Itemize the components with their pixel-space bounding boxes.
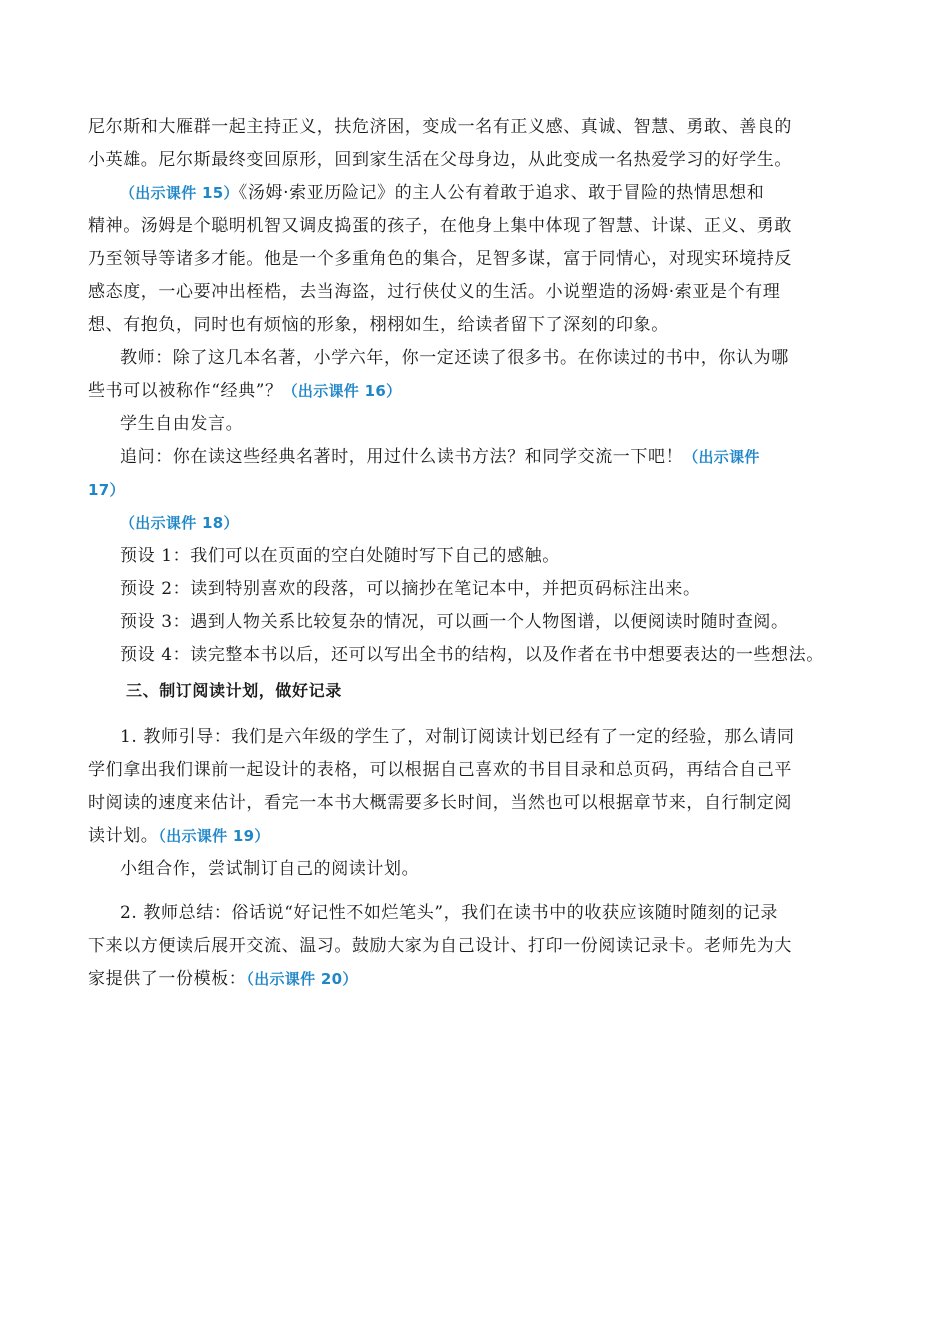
section-heading-text: 三、制订阅读计划，做好记录 (126, 681, 342, 700)
body-text: 追问：你在读这些经典名著时，用过什么读书方法？和同学交流一下吧！ (120, 447, 684, 467)
paragraph-line (88, 929, 863, 963)
body-text: 些书可以被称作“经典”？ (88, 381, 283, 401)
courseware-reference: （出示课件 (683, 448, 760, 466)
paragraph-line (88, 374, 863, 408)
preset-item (120, 539, 863, 573)
paragraph-line (120, 440, 863, 474)
preset-item (120, 572, 863, 606)
courseware-reference: （出示课件 15） (120, 184, 239, 202)
courseware-reference: 17） (88, 481, 125, 499)
preset-item (120, 638, 863, 672)
paragraph-line (120, 407, 863, 441)
paragraph-line (88, 308, 863, 342)
body-text: 精神。汤姆是个聪明机智又调皮捣蛋的孩子，在他身上集中体现了智慧、计谋、正义、勇敢 (88, 216, 792, 236)
body-text: 预设 3：遇到人物关系比较复杂的情况，可以画一个人物图谱，以便阅读时随时查阅。 (120, 612, 789, 632)
body-text: 预设 1：我们可以在页面的空白处随时写下自己的感触。 (120, 546, 560, 566)
paragraph-line (88, 473, 863, 507)
paragraph-line (88, 209, 863, 243)
paragraph-line (120, 720, 863, 754)
body-text: 想、有抱负，同时也有烦恼的形象，栩栩如生，给读者留下了深刻的印象。 (88, 315, 669, 335)
paragraph-line (88, 275, 863, 309)
body-text: 小英雄。尼尔斯最终变回原形，回到家生活在父母身边，从此变成一名热爱学习的好学生。 (88, 150, 792, 170)
paragraph-line (88, 786, 863, 820)
courseware-reference: （出示课件 16） (282, 382, 402, 400)
paragraph-line (120, 852, 863, 886)
body-text: 小组合作，尝试制订自己的阅读计划。 (120, 859, 420, 879)
paragraph-line (88, 753, 863, 787)
body-text: 预设 2：读到特别喜欢的段落，可以摘抄在笔记本中，并把页码标注出来。 (120, 579, 701, 599)
paragraph-line (88, 143, 863, 177)
paragraph-line (88, 110, 863, 144)
paragraph-line (120, 341, 863, 375)
body-text: 感态度，一心要冲出桎梏，去当海盗，过行侠仗义的生活。小说塑造的汤姆·索亚是个有理 (88, 282, 781, 302)
body-text: 尼尔斯和大雁群一起主持正义，扶危济困，变成一名有正义感、真诚、智慧、勇敢、善良的 (88, 117, 792, 137)
body-text: 家提供了一份模板： (88, 969, 247, 989)
body-text: 《汤姆·索亚历险记》的主人公有着敢于追求、敢于冒险的热情思想和 (238, 183, 765, 203)
body-text: 乃至领导等诸多才能。他是一个多重角色的集合，足智多谋，富于同情心，对现实环境持反 (88, 249, 792, 269)
body-text: 学生自由发言。 (120, 414, 244, 434)
body-text: 预设 4：读完整本书以后，还可以写出全书的结构，以及作者在书中想要表达的一些想法。 (120, 645, 824, 665)
courseware-reference: （出示课件 19） (158, 827, 270, 845)
body-text: 1. 教师引导：我们是六年级的学生了，对制订阅读计划已经有了一定的经验，那么请同 (120, 727, 795, 747)
body-text: 学们拿出我们课前一起设计的表格，可以根据自己喜欢的书目目录和总页码，再结合自己平 (88, 760, 792, 780)
courseware-reference: （出示课件 18） (120, 514, 239, 532)
body-text: 2. 教师总结：俗话说“好记性不如烂笔头”，我们在读书中的收获应该随时随刻的记录 (120, 903, 779, 923)
body-text: 时阅读的速度来估计，看完一本书大概需要多长时间，当然也可以根据章节来，自行制定阅 (88, 793, 792, 813)
paragraph-line (88, 242, 863, 276)
paragraph-line (120, 176, 863, 210)
paragraph-line (88, 819, 863, 853)
body-text: 下来以方便读后展开交流、温习。鼓励大家为自己设计、打印一份阅读记录卡。老师先为大 (88, 936, 792, 956)
preset-item (120, 605, 863, 639)
body-text: 教师：除了这几本名著，小学六年，你一定还读了很多书。在你读过的书中，你认为哪 (120, 348, 789, 368)
paragraph-line (88, 962, 863, 996)
paragraph-line (120, 506, 863, 540)
paragraph-line (120, 896, 863, 930)
body-text: 读计划。 (88, 826, 159, 846)
section-heading (126, 674, 863, 708)
courseware-reference: （出示课件 20） (246, 970, 358, 988)
